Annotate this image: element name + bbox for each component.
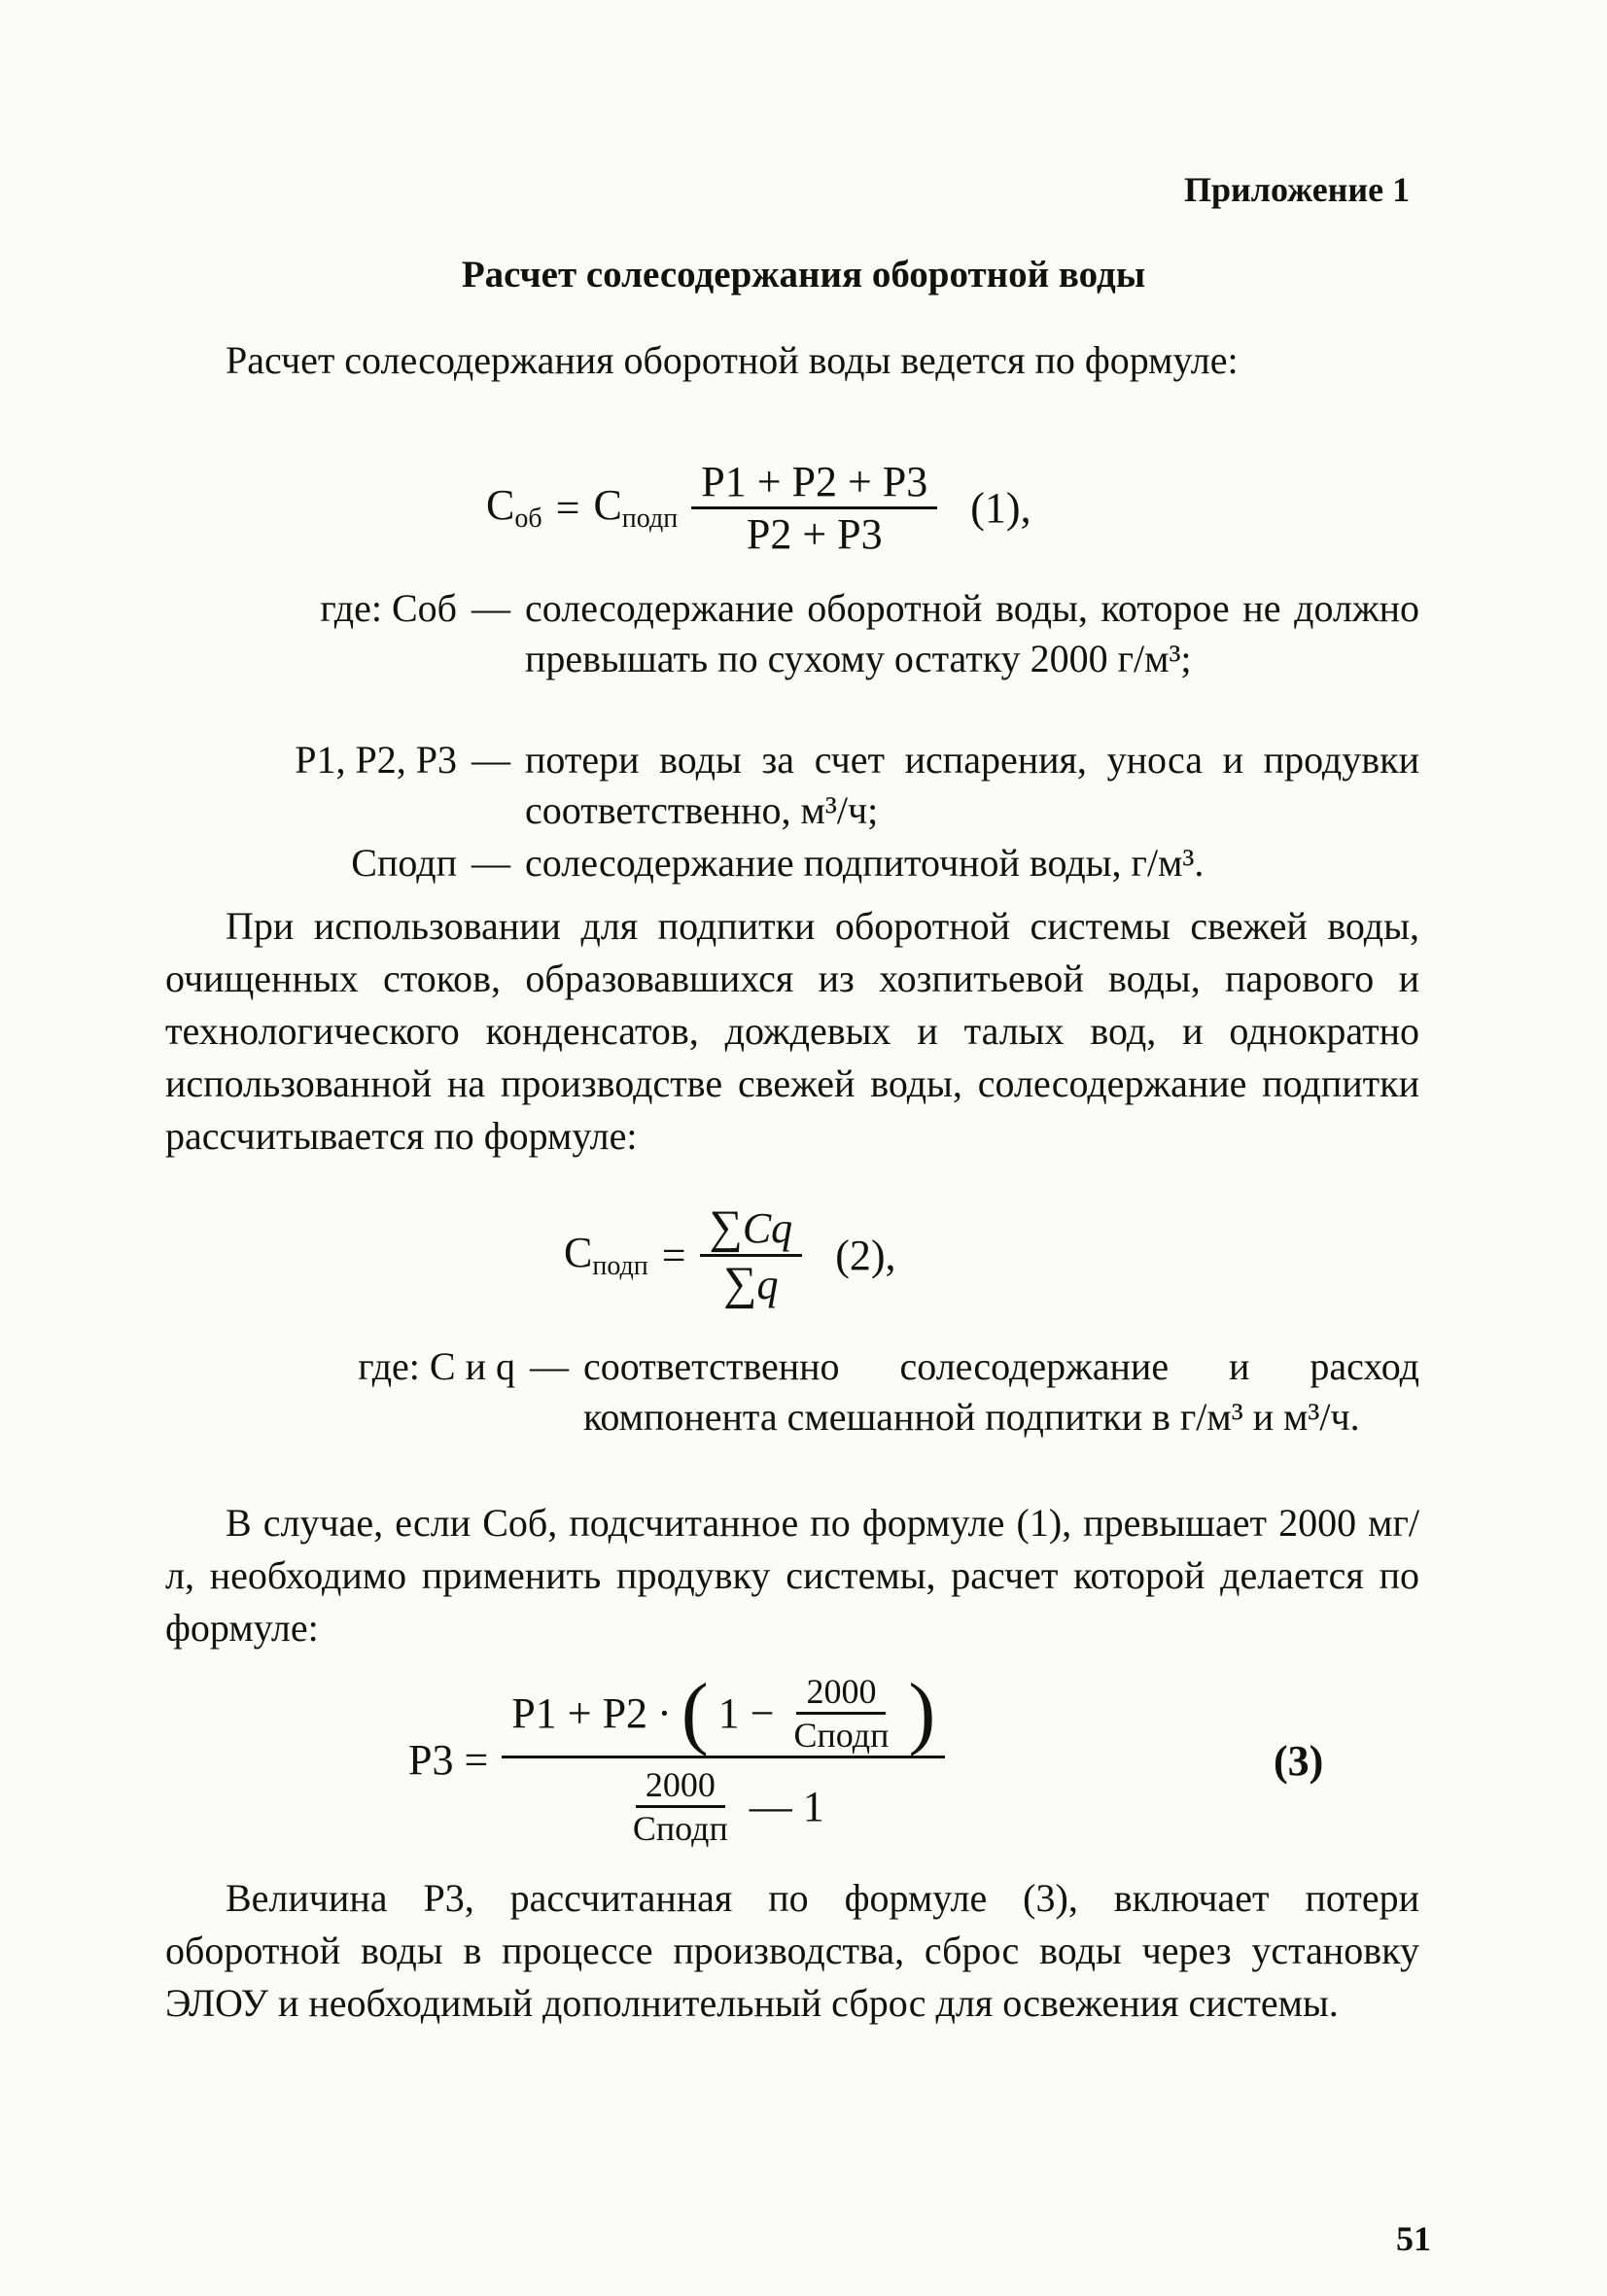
definition-text: потери воды за счет испарения, уноса и продувки соответственно, м³/ч; (525, 738, 1419, 832)
formula-2 (564, 1192, 896, 1318)
formula-2-lhs: $С_{подп}$ (564, 1229, 648, 1281)
appendix-label: Приложение 1 (1184, 170, 1411, 209)
definition-dash: — (472, 841, 510, 885)
formula-1-lhs: $С_{об}$ (486, 481, 542, 534)
definition-term: Р1, Р2, Р3 (295, 738, 457, 782)
definition-text: соответственно солесодержание и расход компонента смешанной подпитки в г/м³ и м³/ч. (583, 1344, 1419, 1439)
definition-row (165, 838, 1419, 888)
formula-2-denominator: ∑q (723, 1257, 779, 1309)
sigma-icon: ∑ (709, 1200, 743, 1253)
page-number: 51 (1396, 2219, 1431, 2258)
formula-1-equals: = (555, 483, 580, 532)
definition-row (165, 1341, 1419, 1443)
definition-term: где: С и q (358, 1344, 515, 1388)
formula-3 (408, 1662, 1361, 1857)
formula-2-number: (2), (835, 1231, 896, 1279)
formula-3-denominator-fraction: $\frac{2000}{\text{Сподп}}$ (632, 1764, 728, 1848)
formula-2-numerator: ∑Cq (700, 1200, 803, 1257)
formula-1-coef: $С_{подп}$ (593, 481, 679, 534)
definition-dash: — (472, 738, 510, 782)
definition-text: солесодержание оборотной воды, которое не должно превышать по сухому остатку 2000 г/м³; (525, 586, 1419, 680)
formula-1-denominator: Р2 + Р3 (746, 509, 883, 558)
definition-term: Сподп (351, 841, 457, 885)
paragraph-intro: Расчет солесодержания оборотной воды ведется по формуле: (226, 338, 1239, 382)
page-title: Расчет солесодержания оборотной воды (461, 254, 1146, 296)
sigma-icon: ∑ (723, 1257, 757, 1309)
definition-row (165, 735, 1419, 836)
formula-1-numerator: Р1 + Р2 + Р3 (691, 457, 937, 509)
formula-3-fraction (502, 1667, 945, 1849)
definition-term: где: Соб (320, 586, 457, 630)
formula-3-number: (3) (1274, 1737, 1324, 1785)
formula-3-denominator: $\frac{2000}{\text{Сподп}}$ — 1 (613, 1758, 834, 1849)
formula-3-lhs: Р3 = (408, 1735, 489, 1784)
paragraph-blowdown: В случае, если Соб, подсчитанное по формуле (1), превышает 2000 мг/л, необходимо применить продувку системы, расчет которой делается по формуле: (165, 1501, 1419, 1650)
definition-row (165, 583, 1419, 684)
formula-3-inner-fraction: $\frac{2000}{\text{Сподп}}$ (793, 1671, 890, 1755)
definition-dash: — (472, 586, 510, 630)
formula-3-numerator: Р1 + Р2 · ( 1 − $\frac{2000}{\text{Сподп}}$ ) (502, 1671, 945, 1758)
formula-1 (486, 449, 1031, 566)
paragraph-makeup: При использовании для подпитки оборотной системы свежей воды, очищенных стоков, образовавшихся из хозпитьевой воды, парового и технологического конденсатов, дождевых и талых вод, и однократно использованной на производстве свежей воды, солесодержание подпитки рассчитывается по формуле: (165, 904, 1419, 1158)
definition-text: солесодержание подпиточной воды, г/м³. (525, 841, 1205, 885)
formula-1-number: (1), (970, 483, 1031, 532)
paragraph-conclusion: Величина Р3, рассчитанная по формуле (3), включает потери оборотной воды в процессе производства, сброс воды через установку ЭЛОУ и необходимый дополнительный сброс для освежения системы. (165, 1876, 1419, 2025)
formula-1-fraction (691, 457, 937, 559)
formula-2-fraction (700, 1200, 803, 1310)
formula-2-equals: = (661, 1231, 686, 1279)
definition-dash: — (530, 1344, 569, 1388)
